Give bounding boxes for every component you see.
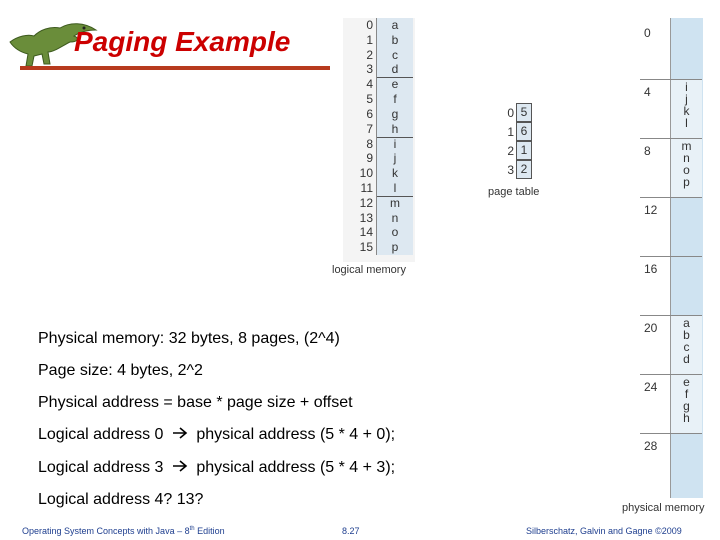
logical-address: 9: [366, 151, 373, 166]
footer-book-title: [22, 526, 225, 536]
logical-content: n: [377, 211, 413, 226]
physical-address: 24: [644, 380, 658, 394]
footer-edition-text: Edition: [194, 526, 225, 536]
frame-number: 2: [516, 160, 532, 179]
logical-example-left: Logical address 3: [38, 459, 164, 476]
logical-memory-row: [343, 107, 415, 122]
body-line-physical-address: Physical address = base * page size + offset: [38, 394, 353, 411]
logical-address: 6: [366, 106, 373, 121]
logical-example-row: [38, 459, 395, 477]
page-boundary-line: [377, 77, 413, 78]
logical-address: 8: [366, 136, 373, 151]
physical-content: l: [685, 116, 688, 130]
logical-content: d: [377, 62, 413, 77]
page-number: 1: [507, 125, 514, 139]
logical-memory-row: [343, 77, 415, 92]
physical-content: e: [683, 375, 690, 389]
logical-content: m: [377, 196, 413, 211]
logical-memory-row: [343, 211, 415, 226]
logical-example-right: physical address (5 * 4 + 3);: [196, 459, 396, 476]
logical-memory-row: [343, 166, 415, 181]
logical-content: a: [377, 18, 413, 33]
footer-edition-sup: th: [189, 526, 195, 532]
page-number: 0: [507, 106, 514, 120]
physical-content: a: [683, 316, 690, 330]
logical-address: 10: [359, 166, 373, 181]
logical-memory-row: [343, 225, 415, 240]
logical-address: 0: [366, 18, 373, 32]
logical-address: 5: [366, 92, 373, 107]
body-line-physical-memory: Physical memory: 32 bytes, 8 pages, (2^4): [38, 330, 340, 347]
slide-title: Paging Example: [74, 26, 291, 57]
page-number: 3: [507, 163, 514, 177]
frame-number: 1: [516, 141, 532, 160]
logical-content: j: [377, 151, 413, 166]
physical-address: 0: [644, 26, 651, 40]
physical-address: 4: [644, 85, 651, 99]
logical-address: 15: [359, 240, 373, 255]
logical-address: 13: [359, 210, 373, 225]
logical-content: b: [377, 33, 413, 48]
logical-memory-row: [343, 48, 415, 63]
title-underline: [20, 66, 330, 70]
page-table-row: [498, 160, 538, 179]
logical-example-row: [38, 426, 395, 444]
logical-content: c: [377, 48, 413, 63]
physical-memory-label: physical memory: [622, 502, 705, 514]
physical-address: 12: [644, 203, 658, 217]
body-line-page-size: Page size: 4 bytes, 2^2: [38, 362, 203, 379]
logical-memory-row: [343, 181, 415, 196]
logical-memory-diagram: [343, 18, 415, 262]
physical-address: 16: [644, 262, 658, 276]
logical-example-left: Logical address 0: [38, 426, 164, 443]
logical-content: k: [377, 166, 413, 181]
physical-content: f: [684, 387, 689, 401]
logical-content: p: [377, 240, 413, 255]
logical-content: f: [377, 92, 413, 107]
logical-example-right: physical address (5 * 4 + 0);: [196, 426, 396, 443]
logical-content: l: [377, 181, 413, 196]
frame-boundary-line: [640, 433, 702, 434]
physical-content: n: [683, 151, 690, 165]
frame-number: 5: [516, 103, 532, 122]
body-line-question: Logical address 4? 13?: [38, 491, 204, 508]
physical-content: j: [685, 92, 688, 106]
logical-content: o: [377, 225, 413, 240]
logical-memory-row: [343, 240, 415, 255]
physical-content: o: [683, 163, 690, 177]
frame-number: 6: [516, 122, 532, 141]
page-table-row: [498, 141, 538, 160]
logical-memory-label: logical memory: [332, 264, 406, 276]
physical-content: h: [683, 411, 690, 425]
footer-copyright: Silberschatz, Galvin and Gagne ©2009: [526, 526, 682, 536]
page-boundary-line: [377, 196, 413, 197]
physical-content: k: [683, 104, 690, 118]
logical-address: 11: [360, 180, 373, 195]
logical-memory-row: [343, 33, 415, 48]
page-table-row: [498, 122, 538, 141]
logical-address: 12: [359, 195, 373, 210]
logical-memory-row: [343, 62, 415, 77]
physical-address: 28: [644, 439, 658, 453]
physical-content: d: [683, 352, 690, 366]
logical-address: 4: [366, 77, 373, 92]
logical-address: 14: [359, 225, 373, 240]
frame-boundary-line: [640, 197, 702, 198]
frame-boundary-line: [640, 256, 702, 257]
physical-address: 20: [644, 321, 658, 335]
physical-content: p: [683, 175, 690, 189]
page-table-row: [498, 103, 538, 122]
footer-page-number: 8.27: [342, 526, 360, 536]
logical-memory-row: [343, 92, 415, 107]
logical-memory-row: [343, 122, 415, 137]
logical-content: h: [377, 122, 413, 137]
physical-address: 8: [644, 144, 651, 158]
logical-address: 7: [366, 121, 373, 136]
logical-content: e: [377, 77, 413, 92]
logical-address: 2: [366, 47, 373, 62]
physical-content: i: [685, 80, 688, 94]
footer-book-text: Operating System Concepts with Java – 8: [22, 526, 190, 536]
physical-content: g: [683, 399, 690, 413]
logical-memory-row: [343, 18, 415, 33]
logical-content: i: [377, 137, 413, 152]
logical-address: 1: [366, 32, 373, 47]
arrow-right-icon: [172, 427, 188, 439]
page-table-label: page table: [488, 186, 540, 198]
physical-content: b: [683, 328, 690, 342]
logical-memory-row: [343, 151, 415, 166]
page-number: 2: [507, 144, 514, 158]
page-boundary-line: [377, 137, 413, 138]
logical-memory-row: [343, 196, 415, 211]
logical-memory-row: [343, 137, 415, 152]
physical-content: m: [681, 139, 692, 153]
logical-content: g: [377, 107, 413, 122]
arrow-right-icon: [172, 460, 188, 472]
physical-content: c: [683, 340, 690, 354]
logical-address: 3: [366, 62, 373, 77]
